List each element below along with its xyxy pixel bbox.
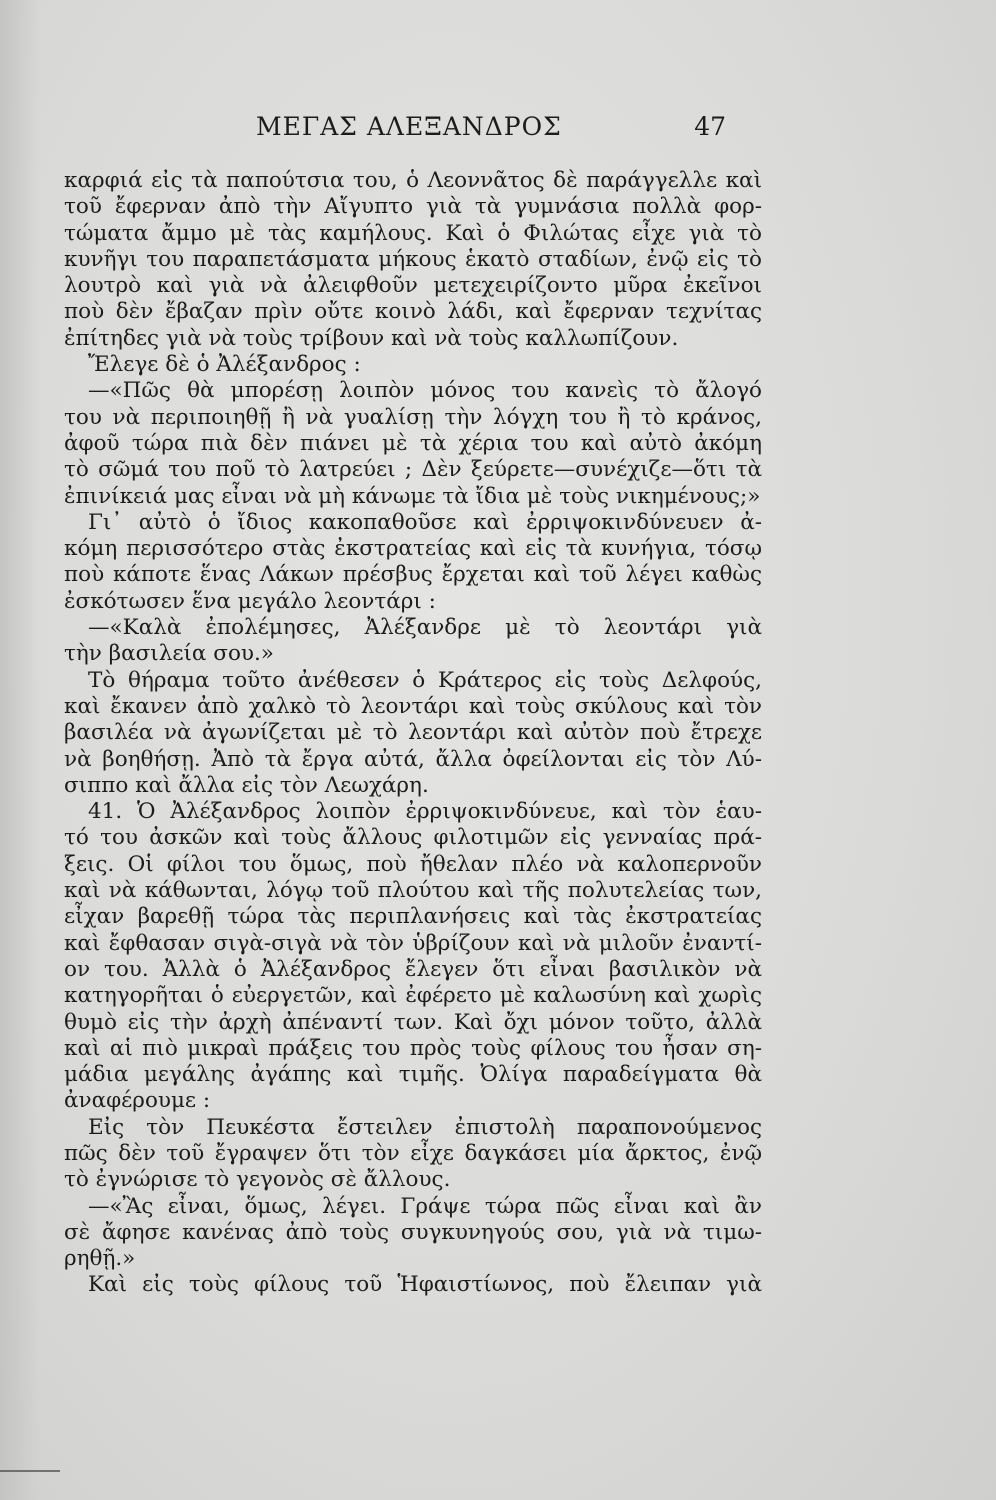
text-line: τώματα ἄμμο μὲ τὰς καμήλους. Καὶ ὁ Φιλώτας εἶχε γιὰ τὸ	[64, 220, 762, 246]
page-header	[256, 112, 726, 146]
text-line: λουτρὸ καὶ γιὰ νὰ ἀλειφθοῦν μετεχειρίζοντο μῦρα ἐκεῖνοι	[64, 273, 762, 299]
text-line: καὶ αἱ πιὸ μικραὶ πράξεις του πρὸς τοὺς φίλους του ἦσαν ση-	[64, 1035, 762, 1061]
text-line: πῶς δὲν τοῦ ἔγραψεν ὅτι τὸν εἶχε δαγκάσει μία ἄρκτος, ἐνῷ	[64, 1140, 762, 1166]
text-line: κυνῆγι του παραπετάσματα μήκους ἑκατὸ σταδίων, ἐνῷ εἰς τὸ	[64, 246, 762, 272]
text-line: τὸ σῶμά του ποῦ τὸ λατρεύει ; Δὲν ξεύρετε—συνέχιζε—ὅτι τὰ	[64, 457, 762, 483]
text-line: καὶ ἔκανεν ἀπὸ χαλκὸ τὸ λεοντάρι καὶ τοὺς σκύλους καὶ τὸν	[64, 693, 762, 719]
text-line: Τὸ θήραμα τοῦτο ἀνέθεσεν ὁ Κράτερος εἰς τοὺς Δελφούς,	[88, 667, 762, 693]
text-line: κόμη περισσότερο στὰς ἐκστρατείας καὶ εἰς τὰ κυνήγια, τόσῳ	[64, 536, 762, 562]
corner-mark	[0, 1470, 60, 1500]
text-body	[64, 168, 762, 1299]
text-line: —«Καλὰ ἐπολέμησες, Ἀλέξανδρε μὲ τὸ λεοντάρι γιὰ	[88, 615, 762, 641]
text-line: ρηθῇ.»	[64, 1246, 136, 1272]
text-line: κατηγορῆται ὁ εὐεργετῶν, καὶ ἐφέρετο μὲ καλωσύνη καὶ χωρὶς	[64, 983, 762, 1009]
text-line: ἀφοῦ τώρα πιὰ δὲν πιάνει μὲ τὰ χέρια του καὶ αὐτὸ ἀκόμη	[64, 430, 762, 456]
binding-shadow	[0, 0, 40, 1500]
text-line: τὴν βασιλεία σου.»	[64, 641, 274, 667]
text-line: ἐπινίκειά μας εἶναι νὰ μὴ κάνωμε τὰ ἴδια μὲ τοὺς νικημένους;»	[64, 483, 761, 509]
text-line: σὲ ἄφησε κανένας ἀπὸ τοὺς συγκυνηγούς σου, γιὰ νὰ τιμω-	[64, 1219, 762, 1245]
text-line: ἐπίτηδες γιὰ νὰ τοὺς τρίβουν καὶ νὰ τοὺς καλλωπίζουν.	[64, 325, 679, 351]
running-title: ΜΕΓΑΣ ΑΛΕΞΑΝΔΡΟΣ	[256, 112, 562, 141]
text-line: Καὶ εἰς τοὺς φίλους τοῦ Ἡφαιστίωνος, ποὺ ἔλειπαν γιὰ	[88, 1272, 762, 1298]
text-line: νὰ βοηθήσῃ. Ἀπὸ τὰ ἔργα αὐτά, ἄλλα ὀφείλονται εἰς τὸν Λύ-	[64, 746, 762, 772]
text-line: ον του. Ἀλλὰ ὁ Ἀλέξανδρος ἔλεγεν ὅτι εἶναι βασιλικὸν νὰ	[64, 956, 762, 982]
page-number: 47	[694, 112, 726, 141]
text-line: Γι᾽ αὐτὸ ὁ ἴδιος κακοπαθοῦσε καὶ ἐρριψοκινδύνευεν ἀ-	[88, 509, 762, 535]
text-line: ἐσκότωσεν ἕνα μεγάλο λεοντάρι :	[64, 588, 436, 614]
text-line: του νὰ περιποιηθῇ ἢ νὰ γυαλίσῃ τὴν λόγχη του ἢ τὸ κράνος,	[64, 404, 762, 430]
text-line: Ἔλεγε δὲ ὁ Ἀλέξανδρος :	[88, 352, 361, 378]
text-line: 41. Ὁ Ἀλέξανδρος λοιπὸν ἐρριψοκινδύνευε, καὶ τὸν ἑαυ-	[88, 799, 762, 825]
text-line: ξεις. Οἱ φίλοι του ὅμως, ποὺ ἤθελαν πλέο νὰ καλοπερνοῦν	[64, 851, 762, 877]
text-line: ποὺ δὲν ἔβαζαν πρὶν οὔτε κοινὸ λάδι, καὶ ἔφερναν τεχνίτας	[64, 299, 762, 325]
text-line: καὶ νὰ κάθωνται, λόγῳ τοῦ πλούτου καὶ τῆς πολυτελείας των,	[64, 878, 762, 904]
text-line: Εἰς τὸν Πευκέστα ἔστειλεν ἐπιστολὴ παραπονούμενος	[88, 1114, 762, 1140]
text-line: τὸ ἐγνώρισε τὸ γεγονὸς σὲ ἄλλους.	[64, 1167, 451, 1193]
text-line: τό του ἀσκῶν καὶ τοὺς ἄλλους φιλοτιμῶν εἰς γενναίας πρά-	[64, 825, 762, 851]
text-line: καὶ ἔφθασαν σιγὰ-σιγὰ νὰ τὸν ὑβρίζουν καὶ νὰ μιλοῦν ἐναντί-	[64, 930, 762, 956]
text-line: βασιλέα νὰ ἀγωνίζεται μὲ τὸ λεοντάρι καὶ αὐτὸν ποὺ ἔτρεχε	[64, 720, 762, 746]
text-line: εἶχαν βαρεθῇ τώρα τὰς περιπλανήσεις καὶ τὰς ἐκστρατείας	[64, 904, 762, 930]
text-line: θυμὸ εἰς τὴν ἀρχὴ ἀπέναντί των. Καὶ ὄχι μόνον τοῦτο, ἀλλὰ	[64, 1009, 762, 1035]
text-line: μάδια μεγάλης ἀγάπης καὶ τιμῆς. Ὀλίγα παραδείγματα θὰ	[64, 1062, 762, 1088]
text-line: —«Ἂς εἶναι, ὅμως, λέγει. Γράψε τώρα πῶς εἶναι καὶ ἂν	[88, 1193, 762, 1219]
text-line: —«Πῶς θὰ μπορέσῃ λοιπὸν μόνος του κανεὶς τὸ ἄλογό	[88, 378, 762, 404]
text-line: σιππο καὶ ἄλλα εἰς τὸν Λεωχάρη.	[64, 772, 429, 798]
text-line: τοῦ ἔφερναν ἀπὸ τὴν Αἴγυπτο γιὰ τὰ γυμνάσια πολλὰ φορ-	[64, 194, 762, 220]
text-line: ποὺ κάποτε ἕνας Λάκων πρέσβυς ἔρχεται καὶ τοῦ λέγει καθὼς	[64, 562, 762, 588]
text-line: ἀναφέρουμε :	[64, 1088, 211, 1114]
text-line: καρφιά εἰς τὰ παπούτσια του, ὁ Λεοννᾶτος δὲ παράγγελλε καὶ	[64, 168, 762, 193]
